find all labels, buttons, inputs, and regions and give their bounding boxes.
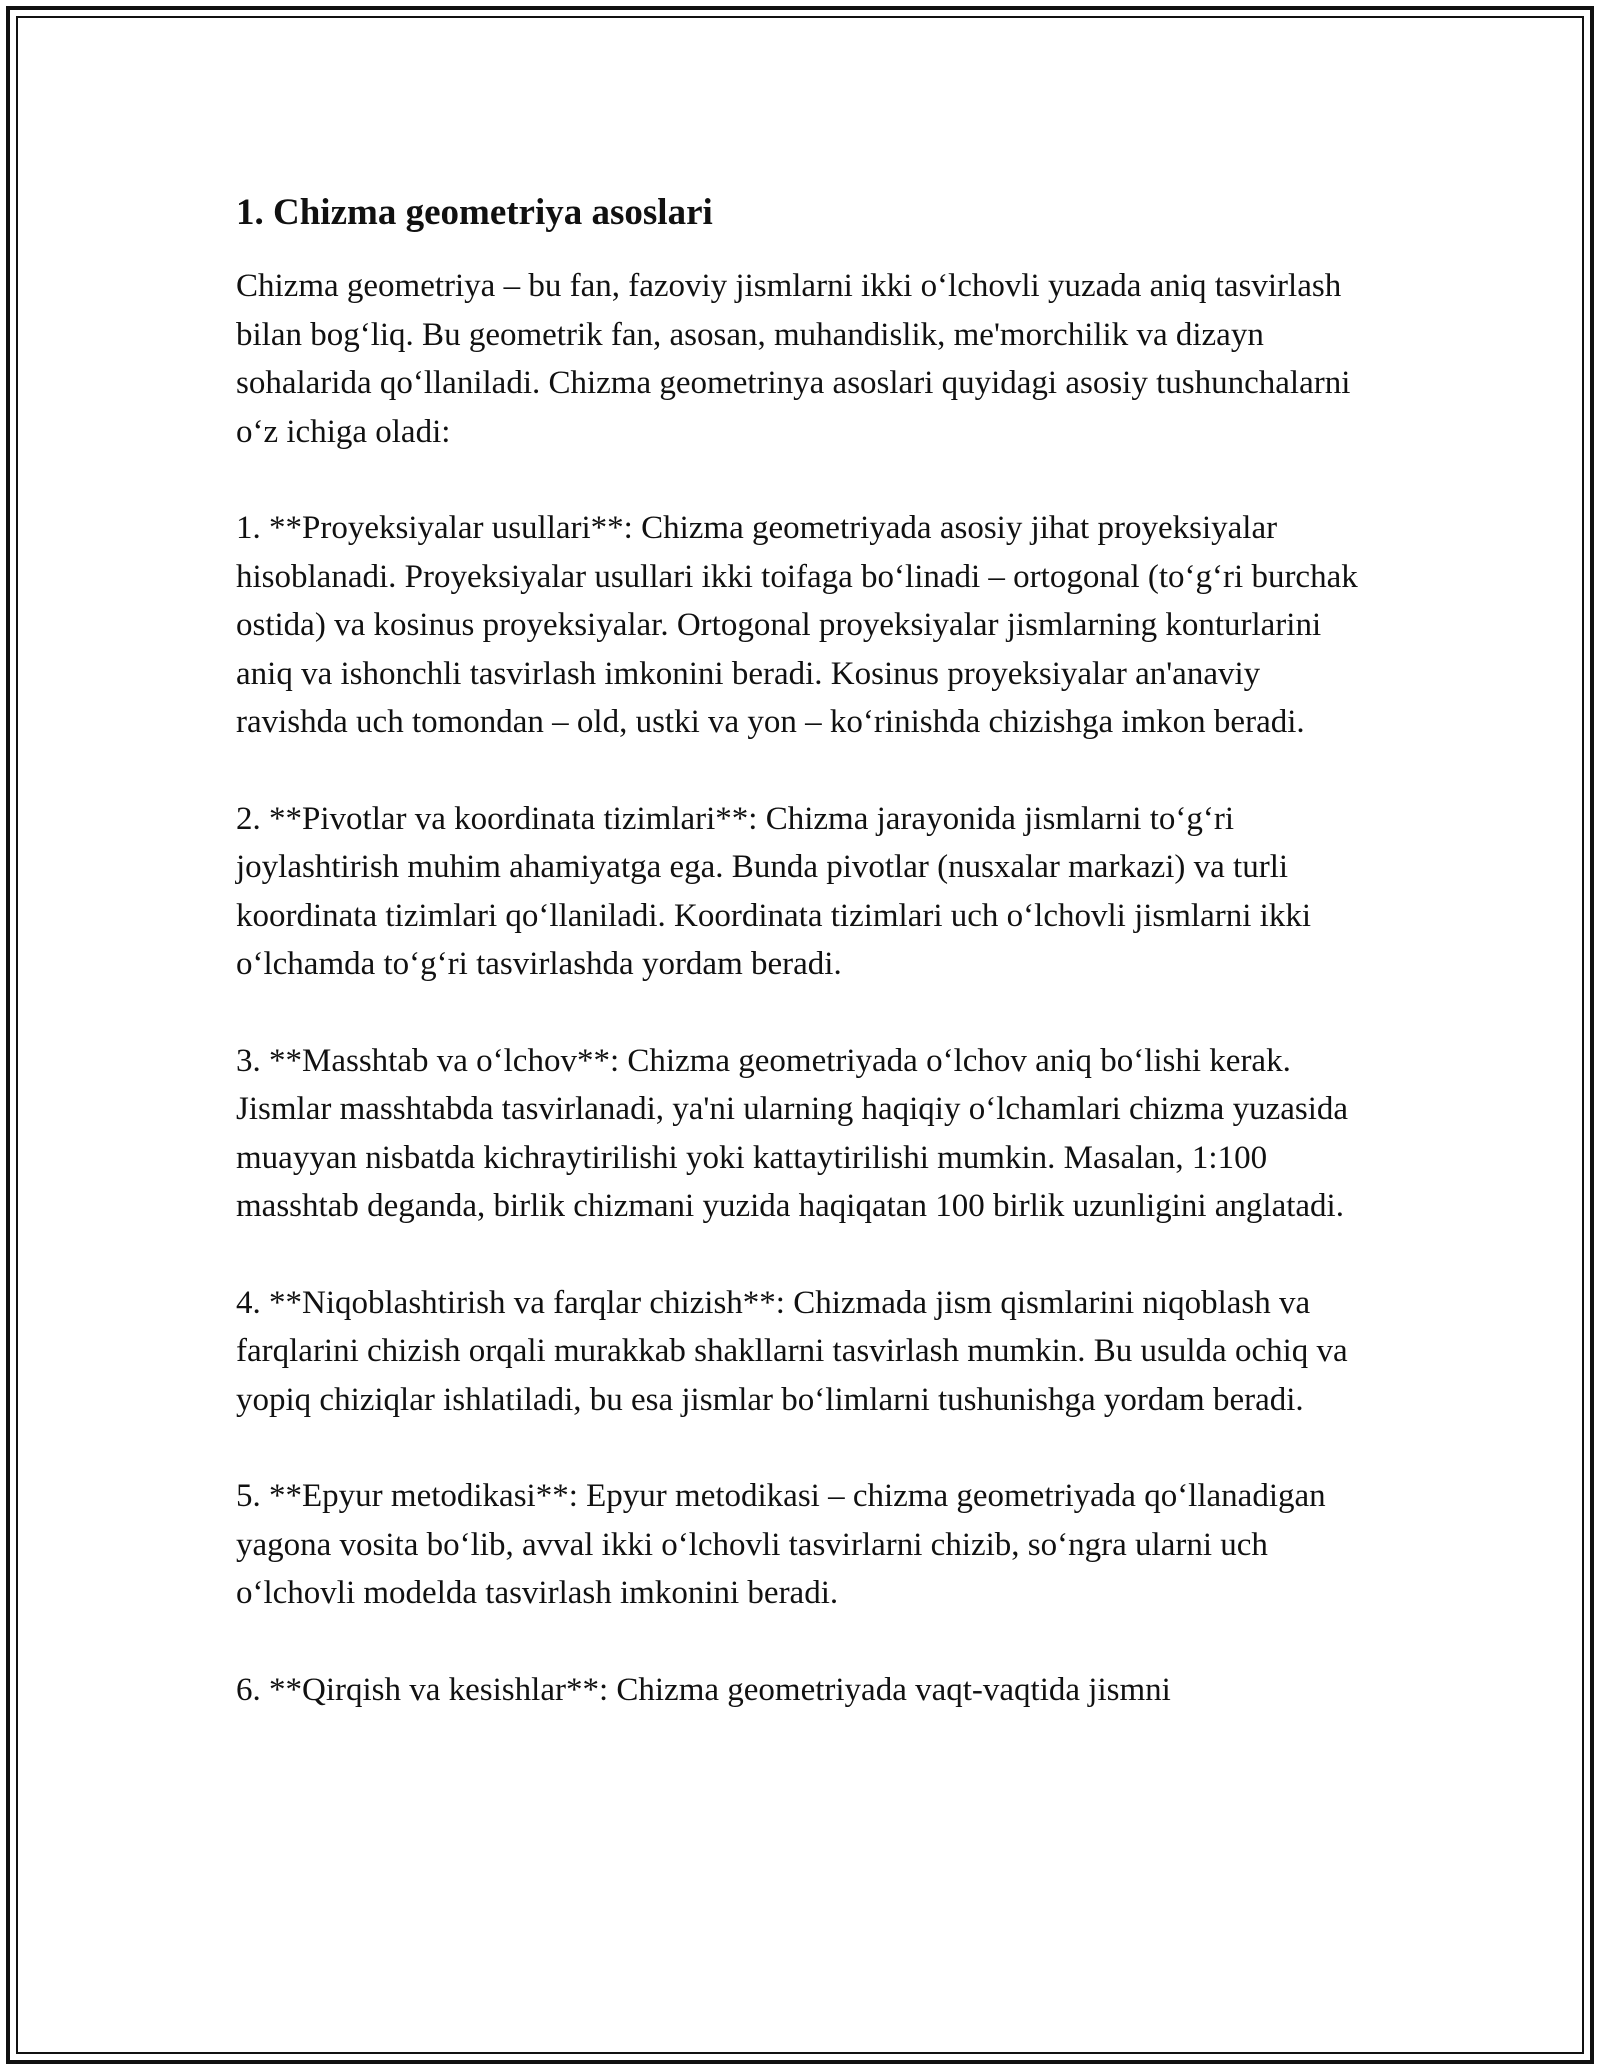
paragraph-item-3: 3. **Masshtab va o‘lchov**: Chizma geometriyada o‘lchov aniq bo‘lishi kerak. Jismlar masshtabda tasvirlanadi, ya'ni ularning haqiqiy o‘lchamlari chizma yuzasida muayyan nisbatda kichraytirilishi yoki kattaytirilishi mumkin. Masalan, 1:100 masshtab deganda, birlik chizmani yuzida haqiqatan 100 birlik uzunligini anglatadi. [236, 1042, 1349, 1224]
section-heading: 1. Chizma geometriya asoslari [236, 192, 713, 233]
document-body [236, 188, 1376, 1714]
paragraph-item-2: 2. **Pivotlar va koordinata tizimlari**: Chizma jarayonida jismlarni to‘g‘ri joylashtirish muhim ahamiyatga ega. Bunda pivotlar (nusxalar markazi) va turli koordinata tizimlari qo‘llaniladi. Koordinata tizimlari uch o‘lchovli jismlarni ikki o‘lchamda to‘g‘ri tasvirlashda yordam beradi. [236, 800, 1311, 982]
paragraph-item-4: 4. **Niqoblashtirish va farqlar chizish**: Chizmada jism qismlarini niqoblash va farqlarini chizish orqali murakkab shakllarni tasvirlash mumkin. Bu usulda ochiq va yopiq chiziqlar ishlatiladi, bu esa jismlar bo‘limlarni tushunishga yordam beradi. [236, 1284, 1348, 1418]
paragraph-item-6: 6. **Qirqish va kesishlar**: Chizma geometriyada vaqt-vaqtida jismni [236, 1671, 1171, 1708]
paragraph-intro: Chizma geometriya – bu fan, fazoviy jismlarni ikki o‘lchovli yuzada aniq tasvirlash bilan bog‘liq. Bu geometrik fan, asosan, muhandislik, me'morchilik va dizayn sohalarida qo‘llaniladi. Chizma geometrinya asoslari quyidagi asosiy tushunchalarni o‘z ichiga oladi: [236, 268, 1351, 450]
paragraph-item-5: 5. **Epyur metodikasi**: Epyur metodikasi – chizma geometriyada qo‘llanadigan yagona vosita bo‘lib, avval ikki o‘lchovli tasvirlarni chizib, so‘ngra ularni uch o‘lchovli modelda tasvirlash imkonini beradi. [236, 1478, 1326, 1611]
paragraph-item-1: 1. **Proyeksiyalar usullari**: Chizma geometriyada asosiy jihat proyeksiyalar hisoblanadi. Proyeksiyalar usullari ikki toifaga bo‘linadi – ortogonal (to‘g‘ri burchak ostida) va kosinus proyeksiyalar. Ortogonal proyeksiyalar jismlarning konturlarini aniq va ishonchli tasvirlash imkonini beradi. Kosinus proyeksiyalar an'anaviy ravishda uch tomondan – old, ustki va yon – ko‘rinishda chizishga imkon beradi. [236, 510, 1358, 740]
